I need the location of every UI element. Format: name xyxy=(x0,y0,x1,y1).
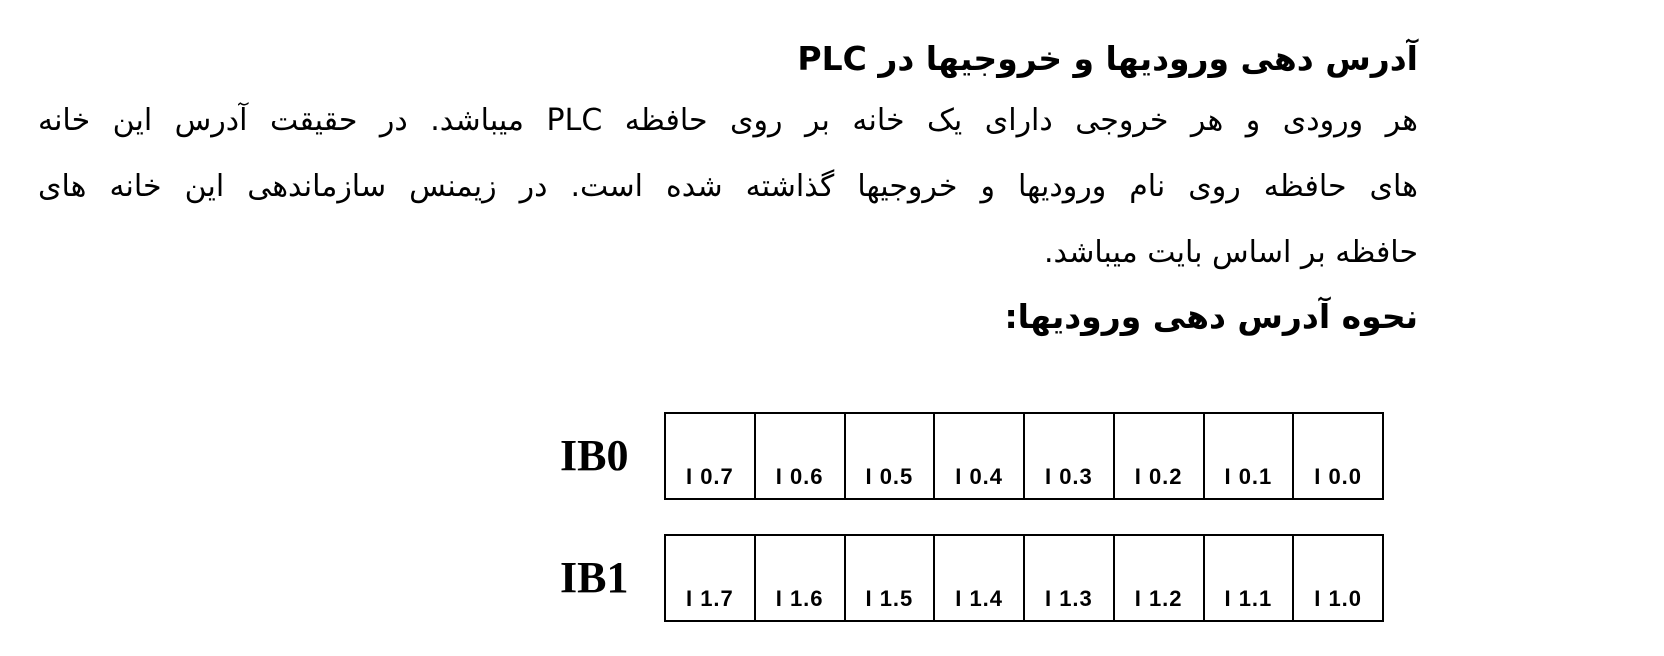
bit-address: I 0.2 xyxy=(1134,464,1183,489)
bit-cell xyxy=(1115,536,1205,620)
bit-address: I 0.1 xyxy=(1224,464,1273,489)
register-row-ib0 xyxy=(0,412,1664,504)
paragraph-line: هر ورودی و هر خروجی دارای یک خانه بر روی حافظه PLC میباشد. در حقیقت آدرس این خانه xyxy=(38,103,1418,138)
bit-cell xyxy=(1205,536,1295,620)
register-byte-box xyxy=(664,412,1384,500)
register-row-ib1 xyxy=(0,534,1664,626)
section-subtitle: نحوه آدرس دهی ورودیها: xyxy=(1004,297,1418,336)
register-label: IB1 xyxy=(560,553,629,602)
paragraph-line: حافظه بر اساس بایت میباشد. xyxy=(1043,235,1418,270)
paragraph-line: های حافظه روی نام ورودیها و خروجیها گذاشته شده است. در زیمنس سازماندهی این خانه های xyxy=(38,169,1418,204)
bit-cell xyxy=(666,536,756,620)
bit-cell xyxy=(1294,414,1382,498)
bit-cell xyxy=(846,414,936,498)
bit-cell xyxy=(1205,414,1295,498)
bit-address: I 1.1 xyxy=(1224,586,1273,611)
section-title: آدرس دهی ورودیها و خروجیها در PLC xyxy=(797,39,1418,78)
bit-address: I 0.7 xyxy=(685,464,734,489)
bit-address: I 0.3 xyxy=(1044,464,1093,489)
document-text xyxy=(38,30,1418,346)
bit-address: I 0.5 xyxy=(865,464,914,489)
bit-address: I 1.4 xyxy=(955,586,1004,611)
bit-address: I 1.7 xyxy=(685,586,734,611)
bit-address: I 0.0 xyxy=(1314,464,1363,489)
register-byte-box xyxy=(664,534,1384,622)
bit-cell xyxy=(1025,414,1115,498)
bit-address: I 0.6 xyxy=(775,464,824,489)
bit-cell xyxy=(1294,536,1382,620)
bit-address: I 1.5 xyxy=(865,586,914,611)
bit-cell xyxy=(666,414,756,498)
register-label: IB0 xyxy=(560,431,629,480)
bit-cell xyxy=(756,414,846,498)
body-paragraph xyxy=(38,88,1418,286)
bit-cell xyxy=(935,536,1025,620)
bit-address: I 0.4 xyxy=(955,464,1004,489)
bit-cell xyxy=(846,536,936,620)
bit-cell xyxy=(1025,536,1115,620)
bit-address: I 1.2 xyxy=(1134,586,1183,611)
bit-address: I 1.3 xyxy=(1044,586,1093,611)
bit-address: I 1.6 xyxy=(775,586,824,611)
bit-cell xyxy=(1115,414,1205,498)
bit-cell xyxy=(756,536,846,620)
bit-address: I 1.0 xyxy=(1314,586,1363,611)
bit-cell xyxy=(935,414,1025,498)
